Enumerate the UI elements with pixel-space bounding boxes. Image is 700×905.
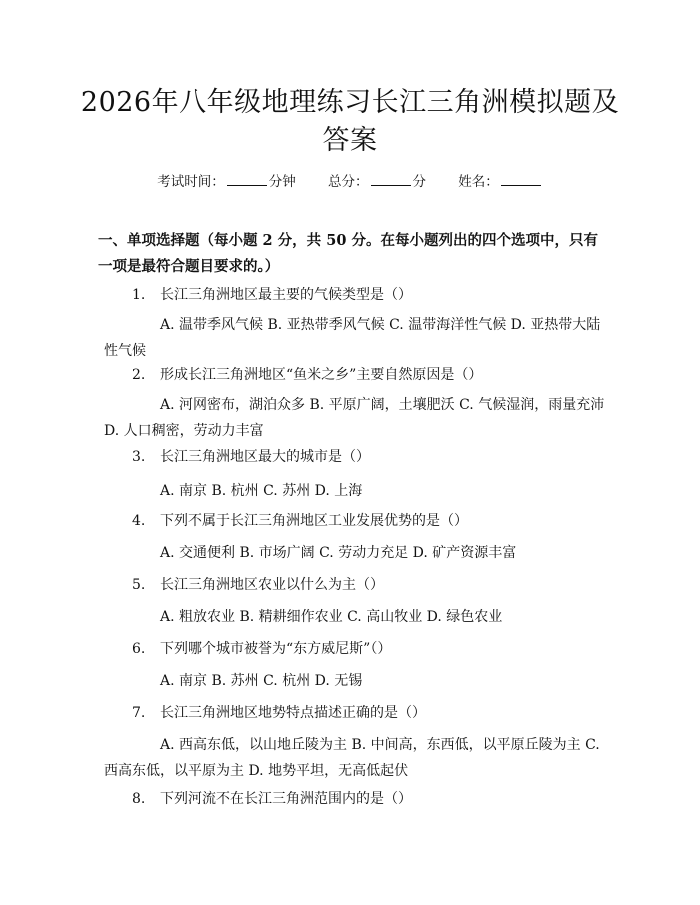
question-number: 5. xyxy=(132,577,146,593)
question-3 xyxy=(132,446,610,468)
name-label: 姓名： xyxy=(458,174,499,190)
question-stem: 长江三角洲地区农业以什么为主（） xyxy=(160,577,384,593)
exam-meta xyxy=(0,170,700,190)
question-number: 2. xyxy=(132,367,146,383)
question-stem: 长江三角洲地区最大的城市是（） xyxy=(160,449,370,465)
question-7 xyxy=(132,702,610,724)
question-8 xyxy=(132,788,610,810)
question-stem: 长江三角洲地区地势特点描述正确的是（） xyxy=(160,705,426,721)
time-unit: 分钟 xyxy=(268,174,296,190)
question-5 xyxy=(132,574,610,596)
question-number: 8. xyxy=(132,791,146,807)
question-3-options: A. 南京 B. 杭州 C. 苏州 D. 上海 xyxy=(160,483,363,499)
exam-time xyxy=(157,170,296,190)
question-6 xyxy=(132,638,610,660)
question-7-options: A. 西高东低，以山地丘陵为主 B. 中间高，东西低，以平原丘陵为主 C. 西高东低，以平原为主 D. 地势平坦，无高低起伏 xyxy=(104,737,600,779)
section-heading: 一、单项选择题（每小题 2 分，共 50 分。在每小题列出的四个选项中，只有一项是最符合题目要求的。） xyxy=(98,232,598,275)
question-stem: 下列哪个城市被誉为“东方威尼斯”（） xyxy=(160,641,392,657)
score-label: 总分： xyxy=(328,174,369,190)
question-6-options: A. 南京 B. 苏州 C. 杭州 D. 无锡 xyxy=(160,673,363,689)
question-stem: 下列河流不在长江三角洲范围内的是（） xyxy=(160,791,412,807)
question-number: 6. xyxy=(132,641,146,657)
question-stem: 下列不属于长江三角洲地区工业发展优势的是（） xyxy=(160,513,468,529)
question-stem: 形成长江三角洲地区“鱼米之乡”主要自然原因是（） xyxy=(160,367,483,383)
total-score xyxy=(328,170,426,190)
question-stem: 长江三角洲地区最主要的气候类型是（） xyxy=(160,287,412,303)
question-number: 7. xyxy=(132,705,146,721)
question-5-options: A. 粗放农业 B. 精耕细作农业 C. 高山牧业 D. 绿色农业 xyxy=(160,609,503,625)
time-blank xyxy=(227,173,267,186)
question-2 xyxy=(132,364,610,386)
student-name xyxy=(458,170,543,190)
question-4-options: A. 交通便利 B. 市场广阔 C. 劳动力充足 D. 矿产资源丰富 xyxy=(160,545,517,561)
question-number: 4. xyxy=(132,513,146,529)
question-1 xyxy=(132,284,610,306)
score-unit: 分 xyxy=(412,174,426,190)
question-4 xyxy=(132,510,610,532)
score-blank xyxy=(371,173,411,186)
document-title: 2026年八年级地理练习长江三角洲模拟题及答案 xyxy=(80,87,620,156)
question-1-options: A. 温带季风气候 B. 亚热带季风气候 C. 温带海洋性气候 D. 亚热带大陆性气候 xyxy=(104,317,601,359)
name-blank xyxy=(501,173,541,186)
question-2-options: A. 河网密布，湖泊众多 B. 平原广阔，土壤肥沃 C. 气候湿润，雨量充沛 D. 人口稠密，劳动力丰富 xyxy=(104,397,605,439)
question-number: 3. xyxy=(132,449,146,465)
time-label: 考试时间： xyxy=(157,174,225,190)
question-number: 1. xyxy=(132,287,146,303)
